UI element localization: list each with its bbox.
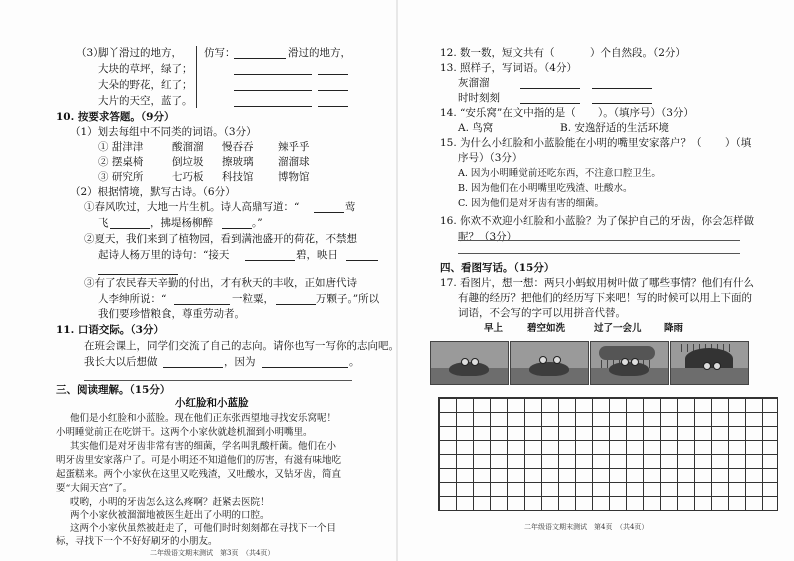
page-footer: 二年级语文期末测试 第4页 （共4页） xyxy=(524,523,649,531)
imitate-blank[interactable] xyxy=(234,47,286,59)
story-line: 这两个小家伙虽然被赶走了，可他们时时刻刻都在寻找下一个目 xyxy=(70,523,337,534)
poem-line: 脚丫滑过的地方， xyxy=(98,47,182,59)
story-line: 明牙齿里安家落户了。可是小明还不知道他们的厉害，有滋有味地吃 xyxy=(56,455,342,466)
q13-blank[interactable] xyxy=(592,77,652,89)
q11-blank-job[interactable] xyxy=(163,356,223,368)
q15-option[interactable]: A. 因为小明睡觉前还吃东西，不注意口腔卫生。 xyxy=(458,168,661,179)
prompt-word: 降雨 xyxy=(664,323,684,334)
poem-prompt: 人李绅所说：“ xyxy=(98,293,167,305)
q10-sub1: （1）划去每组中不同类的词语。（3分） xyxy=(70,126,257,138)
q14-option[interactable]: A. 鸟窝 xyxy=(458,122,494,134)
word-item[interactable]: 科技馆 xyxy=(222,171,254,183)
poem-blank[interactable] xyxy=(222,217,252,229)
q13-blank[interactable] xyxy=(520,77,580,89)
word-item[interactable]: 博物馆 xyxy=(278,171,310,183)
poem-blank[interactable] xyxy=(110,217,150,229)
story-line: 起蛋糕来。两个小家伙在这里又吃残渣，又吐酸水，又钻牙齿，简直 xyxy=(56,469,342,480)
poem-blank[interactable] xyxy=(346,249,378,261)
poem-number: （3） xyxy=(76,47,104,59)
q16-text: 16. 你欢不欢迎小红脸和小蓝脸？为了保护自己的牙齿，你会怎样做 xyxy=(440,215,755,227)
q14-text: 14. “安乐窝”在文中指的是（ xyxy=(440,107,576,119)
q17-text: 17. 看图片，想一想：两只小蚂蚁用树叶做了哪些事情？他们有什么 xyxy=(440,277,755,289)
poem-line: 大片的天空，蓝了。 xyxy=(98,95,193,107)
q14-text: ）。（填序号）（3分） xyxy=(598,107,694,119)
imitate-blank[interactable] xyxy=(318,63,348,75)
q13-example: 灰溜溜 xyxy=(458,77,490,89)
q12-text: 12. 数一数，短文共有（ xyxy=(440,47,555,59)
q15-option[interactable]: B. 因为他们在小明嘴里吃残渣、吐酸水。 xyxy=(458,183,633,194)
q15-text: 序号）（3分） xyxy=(458,152,523,164)
poem-prompt: 万颗子。”所以 xyxy=(316,293,380,305)
q14-option[interactable]: B. 安逸舒适的生活环境 xyxy=(560,122,669,134)
q11-prompt: 我长大以后想做 xyxy=(84,356,158,368)
poem-prompt: ③有了农民春天辛勤的付出，才有秋天的丰收，正如唐代诗 xyxy=(84,277,357,289)
answer-line xyxy=(84,380,352,381)
word-item[interactable]: ② 摆桌椅 xyxy=(98,156,144,168)
imitate-blank[interactable] xyxy=(234,95,312,107)
poem-prompt: 飞 xyxy=(98,217,109,229)
q11-prompt: ，因为 xyxy=(224,356,256,368)
poem-prompt: 碧，映日 xyxy=(296,249,338,261)
poem-blank[interactable] xyxy=(174,293,230,305)
poem-prompt: ，拂堤杨柳醉 xyxy=(150,217,213,229)
word-item[interactable]: 酸溜溜 xyxy=(172,141,204,153)
answer-line xyxy=(458,240,740,241)
word-item[interactable]: 慢吞吞 xyxy=(222,141,254,153)
q17-text: 有趣的经历？把他们的经历写下来吧！写的时候可以用上下面的 xyxy=(458,292,752,304)
answer-line xyxy=(458,253,740,254)
q17-text: 词语，不会写的字可以用拼音代替。 xyxy=(458,307,626,319)
picture-clear-sky xyxy=(510,341,589,385)
q11-prompt: 在班会课上，同学们交流了自己的志向。请你也写一写你的志向吧。 xyxy=(84,340,399,352)
word-item[interactable]: 溜溜球 xyxy=(278,156,310,168)
q15-text: 15. 为什么小红脸和小蓝脸能在小明的嘴里安家落户？（ xyxy=(440,137,702,149)
word-item[interactable]: ① 甜津津 xyxy=(98,141,144,153)
word-item[interactable]: ③ 研究所 xyxy=(98,171,144,183)
word-item[interactable]: 辣乎乎 xyxy=(278,141,310,153)
word-item[interactable]: 七巧板 xyxy=(172,171,204,183)
q11-blank-reason[interactable] xyxy=(262,356,348,368)
q12-text: ）个自然段。（2分） xyxy=(590,47,686,59)
poem-blank[interactable] xyxy=(245,249,295,261)
prompt-word: 碧空如洗 xyxy=(527,323,566,334)
imitate-blank[interactable] xyxy=(234,63,312,75)
poem-blank[interactable] xyxy=(276,293,316,305)
q13-blank[interactable] xyxy=(520,92,580,104)
word-item[interactable]: 倒垃圾 xyxy=(172,156,204,168)
poem-prompt: ②夏天，我们来到了植物园，看到满池盛开的荷花，不禁想 xyxy=(84,233,357,245)
poem-prompt: ①春风吹过，大地一片生机。诗人高鼎写道：“ xyxy=(84,201,300,213)
q16-text: 呢？（3分） xyxy=(458,231,518,243)
word-item[interactable]: 擦玻璃 xyxy=(222,156,254,168)
poem-prompt: 我们要珍惜粮食，尊重劳动者。 xyxy=(98,308,245,320)
story-line: 哎哟，小明的牙齿怎么这么疼啊？赶紧去医院！ xyxy=(70,497,270,508)
poem-prompt: 莺 xyxy=(345,201,356,213)
poem-line: 大朵的野花，红了； xyxy=(98,79,193,91)
section3-title: 三、阅读理解。（15分） xyxy=(56,384,171,396)
imitate-blank[interactable] xyxy=(234,79,312,91)
q11-prompt: 。 xyxy=(349,356,360,368)
poem-line: 大块的草坪，绿了； xyxy=(98,63,193,75)
story-line: 他们是小红脸和小蓝脸。现在他们正东张西望地寻找安乐窝呢！ xyxy=(70,413,337,424)
poem-prompt: 。” xyxy=(252,217,263,229)
poem-prompt: 一粒粟， xyxy=(232,293,274,305)
poem-blank[interactable] xyxy=(314,201,344,213)
q13-blank[interactable] xyxy=(592,92,652,104)
poem-blank[interactable] xyxy=(98,263,178,275)
imitate-text: 滑过的地方， xyxy=(288,47,351,59)
story-line: 小明睡觉前正在吃饼干。这两个小家伙就趁机溜到小明嘴里。 xyxy=(56,427,313,438)
story-line: 要“大闹天宫”了。 xyxy=(56,483,133,494)
q15-option[interactable]: C. 因为他们是对牙齿有害的细菌。 xyxy=(458,198,604,209)
prompt-word: 过了一会儿 xyxy=(594,323,642,334)
poem-separator xyxy=(196,46,197,108)
q15-text: ）（填 xyxy=(725,137,752,149)
page-footer: 二年级语文期末测试 第3页 （共4页） xyxy=(150,549,275,557)
story-line: 两个小家伙被溜溜地被医生赶出了小明的口腔。 xyxy=(70,510,270,521)
q10-sub2: （2）根据情境，默写古诗。（6分） xyxy=(70,186,236,198)
q12-answer[interactable] xyxy=(562,47,588,58)
story-line: 其实他们是对牙齿非常有害的细菌，学名叫乳酸杆菌。他们在小 xyxy=(70,441,337,452)
section4-title: 四、看图写话。（15分） xyxy=(440,262,555,274)
writing-grid[interactable] xyxy=(438,397,778,511)
poem-prompt: 起诗人杨万里的诗句：“接天 xyxy=(98,249,230,261)
q10-title: 10. 按要求答题。（9分） xyxy=(56,111,175,123)
picture-rain xyxy=(670,341,749,385)
story-title: 小红脸和小蓝脸 xyxy=(175,397,249,409)
imitate-blank[interactable] xyxy=(318,79,348,91)
picture-morning xyxy=(430,341,509,385)
q13-example: 时时刻刻 xyxy=(458,92,500,104)
story-line: 标，寻找下一个不好好刷牙的小朋友。 xyxy=(56,536,218,547)
prompt-word: 早上 xyxy=(484,323,504,334)
q13-title: 13. 照样子，写词语。（4分） xyxy=(440,62,577,74)
imitate-blank[interactable] xyxy=(318,95,348,107)
picture-after-a-while xyxy=(590,341,669,385)
q11-title: 11. 口语交际。（3分） xyxy=(56,324,164,336)
imitate-label: 仿写： xyxy=(204,47,236,59)
